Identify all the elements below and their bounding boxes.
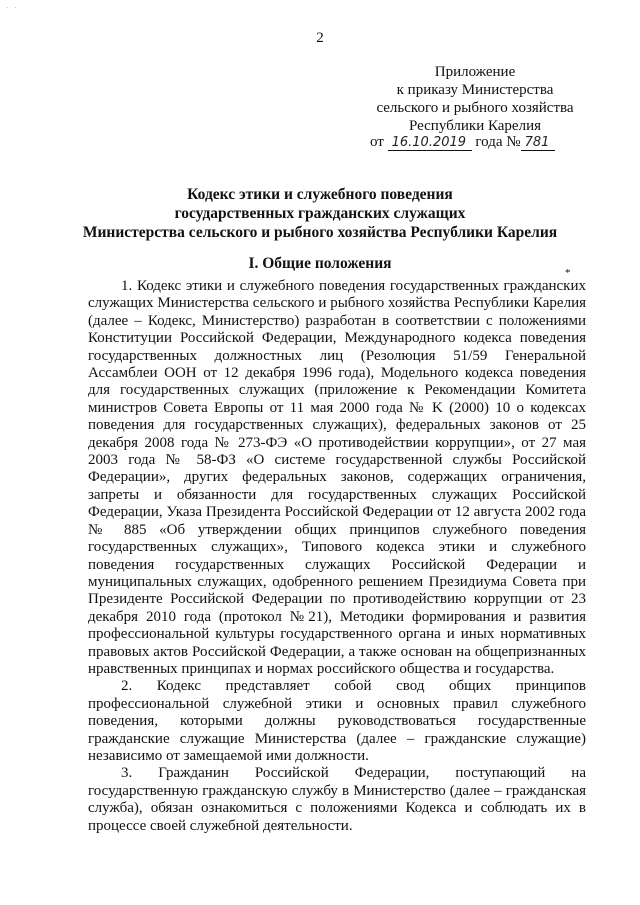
page-number: 2 xyxy=(316,30,324,46)
appendix-line-3: сельского и рыбного хозяйства xyxy=(376,100,574,116)
date-prefix: от xyxy=(370,134,384,150)
appendix-line-4: Республики Карелия xyxy=(408,118,542,134)
title-line-3: Министерства сельского и рыбного хозяйства Республики Карелия xyxy=(82,224,558,241)
handwritten-order-number: 781 xyxy=(521,135,555,151)
scan-mark: · · xyxy=(6,4,19,12)
appendix-header xyxy=(360,63,590,135)
title-line-1: Кодекс этики и служебного поведения xyxy=(187,186,453,203)
paragraph-2: 2. Кодекс представляет собой свод общих принципов профессиональной служебной этики и основных правил служебного поведения, которыми должны руководствоваться государственные гражданские служащие Министерства (далее – гражданские служащие) независимо от замещаемой ими должности. xyxy=(88,678,586,764)
paragraph-3: 3. Гражданин Российской Федерации, поступающий на государственную гражданскую службу в Министерство (далее – гражданская служба), обязан ознакомиться с положениями Кодекса и соблюдать их в процессе своей служебной деятельности. xyxy=(88,765,586,834)
appendix-line-1: Приложение xyxy=(434,64,516,80)
order-date-line xyxy=(370,134,555,151)
document-title xyxy=(60,185,580,242)
title-line-2: государственных гражданских служащих xyxy=(174,205,466,222)
handwritten-date: 16.10.2019 xyxy=(388,135,472,151)
appendix-line-2: к приказу Министерства xyxy=(396,82,554,98)
paragraph-1: 1. Кодекс этики и служебного поведения государственных гражданских служащих Министерства сельского и рыбного хозяйства Республики Карелия (далее – Кодекс, Министерство) разработан в соответствии с положениями Конституции Российской Федерации, Международного кодекса поведения государственных должностных лиц (Резолюция 51/59 Генеральной Ассамблеи ООН от 12 декабря 1996 года), Модельного кодекса поведения для государственных служащих (приложение к Рекомендации Комитета министров Совета Европы от 11 мая 2000 года № K (2000) 10 о кодексах поведения для государственных служащих), федеральных законов от 25 декабря 2008 года № 273-ФЭ «О противодействии коррупции», от 27 мая 2003 года № 58-ФЗ «О системе государственной службы Российской Федерации», других федеральных законов, содержащих ограничения, запреты и обязанности для государственных служащих Российской Федерации, Указа Президента Российской Федерации от 12 августа 2002 года № 885 «Об утверждении общих принципов служебного поведения государственных служащих», Типового кодекса этики и служебного поведения государственных служащих Российской Федерации и муниципальных служащих, одобренного решением Президиума Совета при Президенте Российской Федерации по противодействию коррупции от 23 декабря 2010 года (протокол №21), Методики формирования и развития профессиональной культуры государственного органа и иных нормативных правовых актов Российской Федерации, а также основан на общепризнанных нравственных принципах и нормах российского общества и государства. xyxy=(88,278,586,677)
section-heading: I. Общие положения xyxy=(248,255,392,272)
document-body xyxy=(88,278,586,835)
margin-mark: * xyxy=(565,267,571,279)
number-label: года № xyxy=(475,134,521,150)
